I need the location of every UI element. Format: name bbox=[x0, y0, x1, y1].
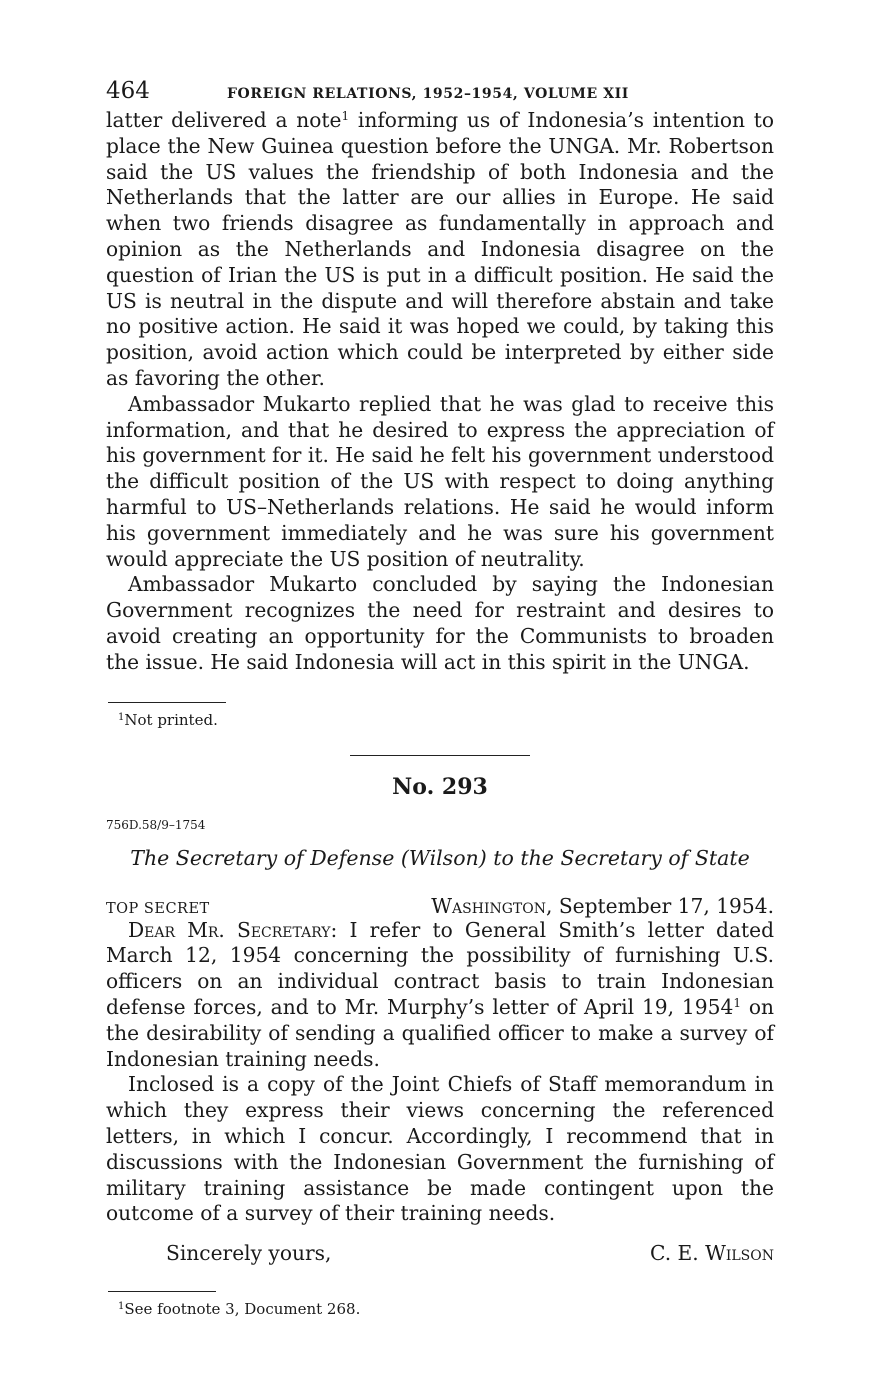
footnote-divider bbox=[108, 1291, 216, 1292]
letter-paragraph bbox=[106, 918, 774, 1073]
document-title: The Secretary of Defense (Wilson) to the Secretary of State bbox=[130, 845, 750, 870]
file-reference: 756D.58/9–1754 bbox=[106, 817, 206, 832]
footnote bbox=[106, 711, 774, 729]
footnote bbox=[106, 1300, 774, 1318]
document-divider bbox=[350, 755, 530, 756]
paragraph-text: I refer to General Smith’s letter dated March 12, 1954 concerning the possibility of furnishing U.S. officers on an individual contract basis to train Indonesian defense forces, and to Mr. Murphy’s letter of April 19, 1954 bbox=[106, 917, 774, 1019]
footnote-text: Not printed. bbox=[124, 710, 218, 729]
paragraph-text: on the desirability of sending a qualified officer to make a survey of Indonesian training needs. bbox=[106, 994, 774, 1071]
place-and-date bbox=[431, 894, 774, 918]
footnote-text: See footnote 3, Document 268. bbox=[124, 1300, 361, 1319]
document-number: No. 293 bbox=[392, 773, 488, 800]
body-paragraph: Ambassador Mukarto concluded by saying the Indonesian Government recognizes the need for restraint and desires to avoid creating an opportunity for the Communists to broaden the issue. He said Indonesia will act in this spirit in the UNGA. bbox=[106, 572, 774, 674]
letter-paragraph: Inclosed is a copy of the Joint Chiefs of Staff memorandum in which they express their views concerning the referenced letters, in which I concur. Accordingly, I recommend that in discussions with the Indonesian Government the furnishing of military training assistance be made contingent upon the outcome of a survey of their training needs. bbox=[106, 1072, 774, 1226]
paragraph-text: informing us of Indonesia’s intention to place the New Guinea question before the UNGA. Mr. Robertson said the US values the friendship of both Indonesia and the Netherlands that the latter are our allies in Europe. He said when two friends disagree as fundamentally in approach and opinion as the Netherlands and Indonesia disagree on the question of Irian the US is put in a difficult position. He said the US is neutral in the dispute and will therefore abstain and take no positive action. He said it was hoped we could, by taking this position, avoid action which could be interpreted by either side as favoring the other. bbox=[106, 108, 774, 390]
date: , September 17, 1954. bbox=[546, 893, 774, 918]
place: Washington bbox=[431, 893, 546, 918]
dateline bbox=[106, 894, 774, 918]
complimentary-close: Sincerely yours, bbox=[166, 1241, 332, 1266]
footnote-reference: 1 bbox=[733, 995, 741, 1010]
body-paragraph: Ambassador Mukarto replied that he was glad to receive this information, and that he desired to express the appreciation of his government for it. He said he felt his government understood the difficult position of the US with respect to doing anything harmful to US–Netherlands relations. He said he would inform his government immediately and he was sure his government would appreciate the US position of neutrality. bbox=[106, 391, 774, 571]
running-head: FOREIGN RELATIONS, 1952–1954, VOLUME XII bbox=[227, 86, 629, 102]
letter-closing bbox=[106, 1241, 774, 1265]
page-header bbox=[106, 72, 774, 108]
footnote-marker: 1 bbox=[118, 711, 125, 723]
document-page bbox=[106, 72, 774, 1318]
salutation: Dear Mr. Secretary: bbox=[128, 917, 338, 942]
paragraph-text: latter delivered a note bbox=[106, 108, 342, 132]
classification-marking: TOP SECRET bbox=[106, 900, 210, 917]
footnote-marker: 1 bbox=[118, 1301, 125, 1313]
footnote-divider bbox=[108, 702, 226, 703]
body-paragraph bbox=[106, 108, 774, 392]
footnote-reference: 1 bbox=[341, 109, 350, 123]
page-number: 464 bbox=[106, 78, 150, 104]
signature: C. E. Wilson bbox=[649, 1241, 774, 1266]
